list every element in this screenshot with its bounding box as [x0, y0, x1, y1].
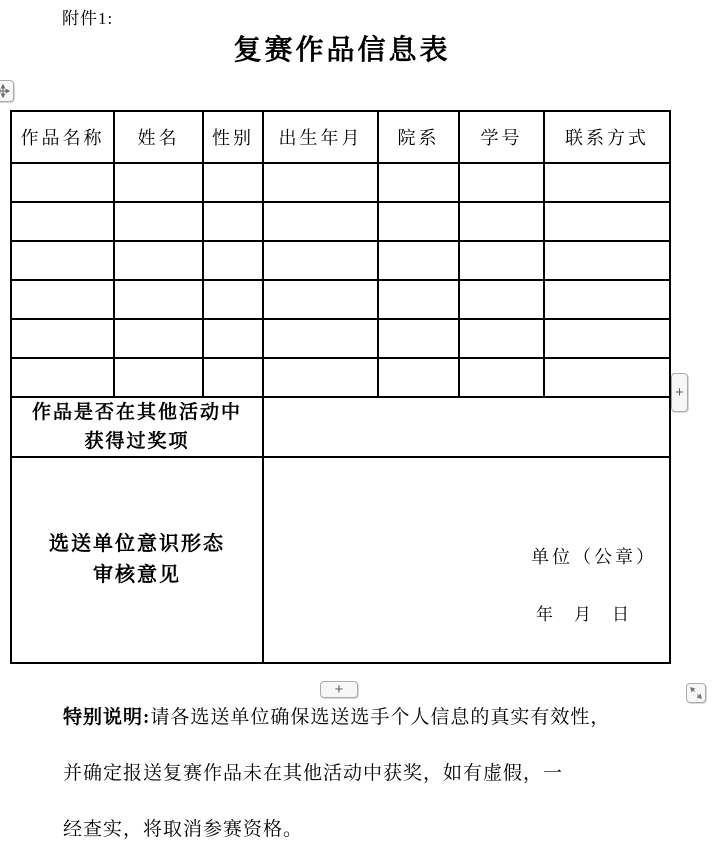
- review-label-line1: 选送单位意识形态: [49, 533, 225, 555]
- empty-rows: [11, 163, 670, 397]
- table-cell[interactable]: [203, 319, 263, 358]
- table-cell[interactable]: [203, 241, 263, 280]
- table-cell[interactable]: [114, 163, 203, 202]
- attachment-label[interactable]: 附件1:: [62, 9, 114, 28]
- table-row: [11, 202, 670, 241]
- table-cell[interactable]: [544, 358, 670, 397]
- table-cell[interactable]: [11, 358, 114, 397]
- table-cell[interactable]: [263, 280, 378, 319]
- table-cell[interactable]: [114, 358, 203, 397]
- page-title[interactable]: 复赛作品信息表: [233, 35, 451, 66]
- special-note[interactable]: [63, 690, 643, 858]
- table-cell[interactable]: [378, 319, 459, 358]
- table-cell[interactable]: [544, 319, 670, 358]
- add-column-button[interactable]: [671, 373, 688, 412]
- table-cell[interactable]: [459, 358, 544, 397]
- header-row: [11, 111, 670, 163]
- table-resize-handle[interactable]: [686, 683, 706, 703]
- unit-seal-text: 单位（公章）: [531, 547, 657, 567]
- table-cell[interactable]: [263, 241, 378, 280]
- table-cell[interactable]: [459, 319, 544, 358]
- table-cell[interactable]: [203, 280, 263, 319]
- table-cell[interactable]: [544, 163, 670, 202]
- plus-icon: +: [675, 384, 684, 401]
- header-cell[interactable]: 学号: [459, 111, 544, 163]
- header-cell[interactable]: 姓名: [114, 111, 203, 163]
- note-line2: 并确定报送复赛作品未在其他活动中获奖，如有虚假，一: [63, 763, 564, 784]
- table-cell[interactable]: [459, 202, 544, 241]
- award-value-cell[interactable]: [263, 397, 670, 457]
- table-cell[interactable]: [544, 280, 670, 319]
- award-label-cell[interactable]: [11, 397, 263, 457]
- table-cell[interactable]: [11, 202, 114, 241]
- award-row: [11, 397, 670, 457]
- table-row: [11, 280, 670, 319]
- header-cell[interactable]: 作品名称: [11, 111, 114, 163]
- note-line1-rest: 请各选送单位确保选送选手个人信息的真实有效性，: [150, 707, 611, 728]
- table-cell[interactable]: [544, 202, 670, 241]
- table-cell[interactable]: [378, 241, 459, 280]
- table-cell[interactable]: [378, 163, 459, 202]
- table-row: [11, 358, 670, 397]
- review-value-cell[interactable]: [263, 457, 670, 663]
- award-label-line2: 获得过奖项: [84, 431, 190, 452]
- diagonal-resize-icon: [689, 686, 703, 700]
- table-cell[interactable]: [459, 241, 544, 280]
- header-cell[interactable]: 联系方式: [544, 111, 670, 163]
- table-cell[interactable]: [378, 358, 459, 397]
- table-cell[interactable]: [544, 241, 670, 280]
- date-text: 年 月 日: [536, 605, 631, 624]
- table-row: [11, 319, 670, 358]
- table-cell[interactable]: [378, 280, 459, 319]
- table-cell[interactable]: [114, 241, 203, 280]
- table-cell[interactable]: [263, 319, 378, 358]
- note-bold-prefix: 特别说明:: [63, 707, 151, 728]
- plus-icon: +: [334, 681, 344, 698]
- move-icon: [0, 84, 10, 98]
- table-cell[interactable]: [263, 358, 378, 397]
- table-cell[interactable]: [263, 163, 378, 202]
- note-line1: [63, 690, 643, 746]
- table-cell[interactable]: [11, 241, 114, 280]
- table-cell[interactable]: [459, 163, 544, 202]
- table-cell[interactable]: [114, 202, 203, 241]
- review-label-cell[interactable]: [11, 457, 263, 663]
- table-cell[interactable]: [378, 202, 459, 241]
- table-row: [11, 163, 670, 202]
- table-cell[interactable]: [203, 358, 263, 397]
- table-row: [11, 241, 670, 280]
- review-row: [11, 457, 670, 663]
- table-cell[interactable]: [11, 280, 114, 319]
- header-cell[interactable]: 出生年月: [263, 111, 378, 163]
- note-line3: 经查实，将取消参赛资格。: [63, 819, 304, 840]
- table-cell[interactable]: [11, 319, 114, 358]
- table-cell[interactable]: [114, 319, 203, 358]
- table-cell[interactable]: [203, 202, 263, 241]
- table-move-handle[interactable]: [0, 80, 14, 102]
- table-cell[interactable]: [263, 202, 378, 241]
- table-cell[interactable]: [203, 163, 263, 202]
- table-cell[interactable]: [459, 280, 544, 319]
- table-cell[interactable]: [114, 280, 203, 319]
- info-table: [10, 110, 671, 664]
- review-label-line2: 审核意见: [93, 564, 181, 586]
- award-label-line1: 作品是否在其他活动中: [31, 402, 242, 423]
- header-cell[interactable]: 性别: [203, 111, 263, 163]
- header-cell[interactable]: 院系: [378, 111, 459, 163]
- table-cell[interactable]: [11, 163, 114, 202]
